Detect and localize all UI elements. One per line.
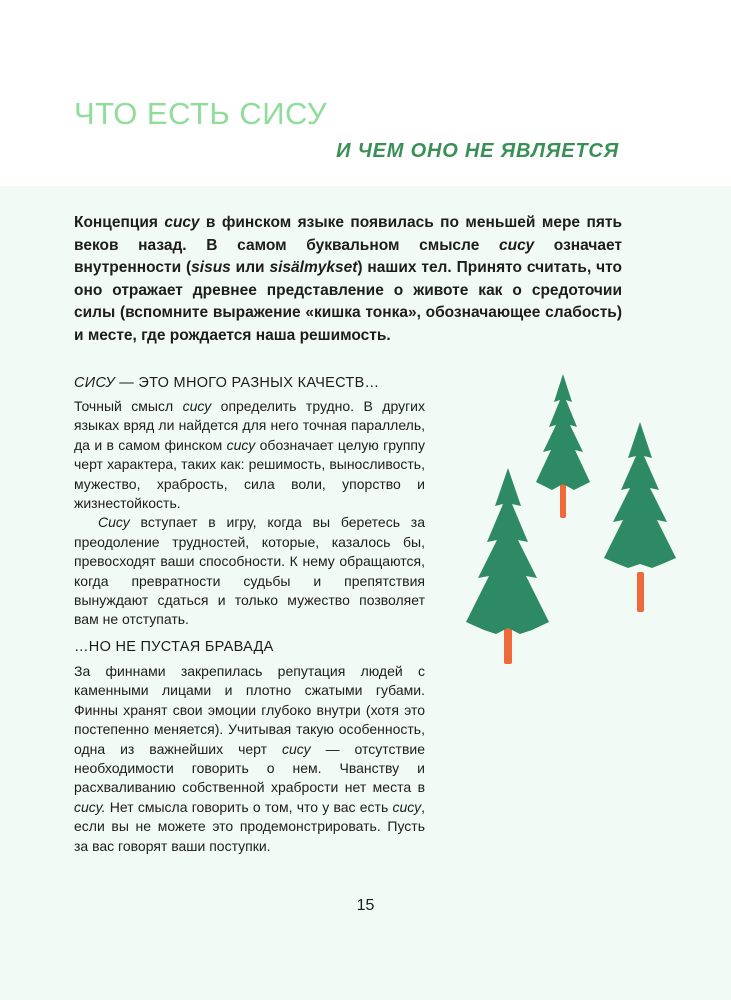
tree-trunk bbox=[560, 484, 566, 518]
term-sisu: сису bbox=[164, 214, 200, 231]
fir-trees-icon bbox=[452, 372, 722, 667]
section-heading: …НО НЕ ПУСТАЯ БРАВАДА bbox=[74, 639, 274, 655]
tree-trunk bbox=[637, 572, 644, 612]
page-number: 15 bbox=[356, 897, 375, 914]
term-sisu: сису bbox=[499, 236, 535, 254]
tree-trunk bbox=[504, 628, 512, 664]
section-qualities bbox=[74, 375, 425, 630]
section-heading: СИСУ — ЭТО МНОГО РАЗНЫХ КАЧЕСТВ… bbox=[74, 375, 380, 391]
section-paragraph: Сису вступает в игру, когда вы беретесь за преодоление трудностей, которые, казалось бы, превосходят ваши способности. К нему обращаются, когда превратности судьбы и препятствия вынуждают сдаться и только мужество позволяет вам не отступать. bbox=[74, 514, 425, 628]
term-sisus: sisus bbox=[191, 259, 231, 277]
page-subtitle: И ЧЕМ ОНО НЕ ЯВЛЯЕТСЯ bbox=[336, 140, 619, 162]
section-bravado bbox=[74, 639, 425, 856]
page-title: ЧТО ЕСТЬ СИСУ bbox=[74, 96, 328, 131]
fir-tree-right bbox=[604, 422, 676, 568]
section-paragraph: За финнами закрепилась репутация людей с каменными лицами и плотно сжатыми губами. Финны хранят свои эмоции глубоко внутри (хотя это постепенно меняется). Учитывая такую особенность, одна из важнейших черт сису — отсутствие необходимости говорить о нем. Чванству и расхваливанию собственной храбрости нет места в сису. Нет смысла говорить о том, что у вас есть сису, если вы не можете это продемонстрировать. Пусть за вас говорят ваши поступки. bbox=[74, 663, 425, 854]
intro-paragraph: Концепция сису в финском языке появилась по меньшей мере пять веков назад. В самом буквальном смысле сису означает внутренности (sisus или sisälmykset) наших тел. Принято считать, что оно отражает древнее представление о животе как о средоточии силы (вспомните выражение «кишка тонка», обозначающее слабость) и месте, где рождается наша решимость. bbox=[74, 214, 622, 344]
fir-tree-left bbox=[466, 468, 549, 634]
term-sisalmykset: sisälmykset bbox=[269, 259, 358, 277]
fir-tree-small bbox=[536, 374, 590, 490]
section-paragraph: Точный смысл сису определить трудно. В других языках вряд ли найдется для него точная параллель, да и в самом финском сису обозначает целую группу черт характера, таких как: решимость, выносливость, мужество, храбрость, сила воли, упорство и жизнестойкость. bbox=[74, 398, 426, 512]
